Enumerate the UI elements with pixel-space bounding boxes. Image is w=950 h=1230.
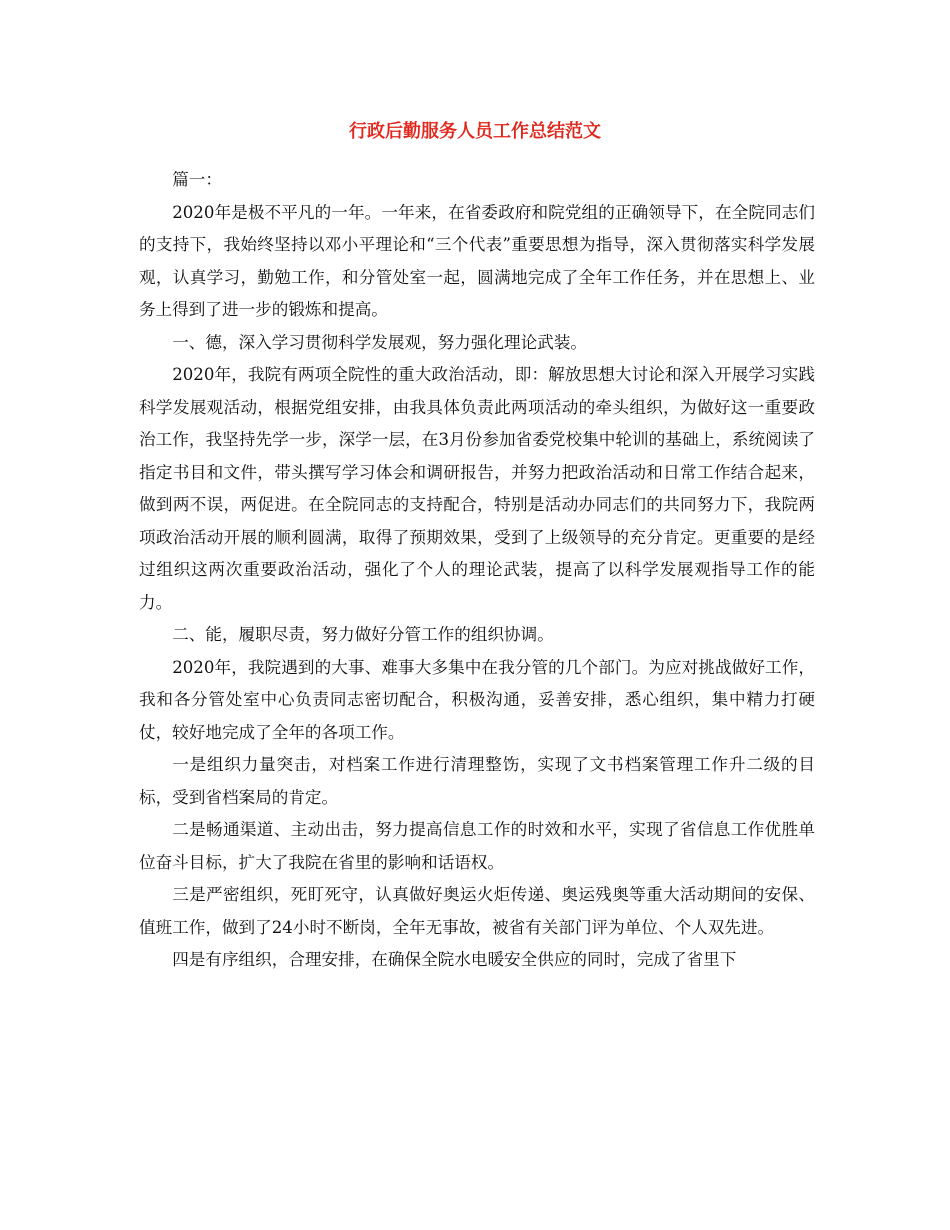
paragraph: 2020年，我院遇到的大事、难事大多集中在我分管的几个部门。为应对挑战做好工作，我和各分管处室中心负责同志密切配合，积极沟通，妥善安排，悉心组织，集中精力打硬仗，较好地完成了全年的各项工作。 <box>139 657 815 742</box>
paragraph-heading-2: 二、能，履职尽责，努力做好分管工作的组织协调。 <box>172 625 554 644</box>
paragraph-item-2: 二是畅通渠道、主动出击，努力提高信息工作的时效和水平，实现了省信息工作优胜单位奋斗目标，扩大了我院在省里的影响和话语权。 <box>139 820 815 872</box>
paragraph-intro: 2020年是极不平凡的一年。一年来，在省委政府和院党组的正确领导下，在全院同志们的支持下，我始终坚持以邓小平理论和“三个代表”重要思想为指导，深入贯彻落实科学发展观，认真学习，勤勉工作，和分管处室一起，圆满地完成了全年工作任务，并在思想上、业务上得到了进一步的锻炼和提高。 <box>139 202 815 319</box>
paragraph-heading-1: 一、德，深入学习贯彻科学发展观，努力强化理论武装。 <box>172 332 588 352</box>
paragraph: 2020年，我院有两项全院性的重大政治活动，即：解放思想大讨论和深入开展学习实践科学发展观活动，根据党组安排，由我具体负责此两项活动的牵头组织，为做好这一重要政治工作，我坚持先学一步，深学一层，在3月份参加省委党校集中轮训的基础上，系统阅读了指定书目和文件，带头撰写学习体会和调研报告，并努力把政治活动和日常工作结合起来，做到两不误，两促进。在全院同志的支持配合，特别是活动办同志们的共同努力下，我院两项政治活动开展的顺利圆满，取得了预期效果，受到了上级领导的充分肯定。更重要的是经过组织这两次重要政治活动，强化了个人的理论武装，提高了以科学发展观指导工作的能力。 <box>139 365 815 612</box>
paragraph-item-1: 一是组织力量突击，对档案工作进行清理整饬，实现了文书档案管理工作升二级的目标，受到省档案局的肯定。 <box>139 755 815 807</box>
paragraph-item-4: 四是有序组织，合理安排，在确保全院水电暖安全供应的同时，完成了省里下 <box>172 950 737 969</box>
paragraph-section-label: 篇一： <box>172 170 222 189</box>
paragraph-item-3: 三是严密组织，死盯死守，认真做好奥运火炬传递、奥运残奥等重大活动期间的安保、值班工作，做到了24小时不断岗，全年无事故，被省有关部门评为单位、个人双先进。 <box>139 885 815 937</box>
document-body <box>139 164 815 977</box>
document-title: 行政后勤服务人员工作总结范文 <box>349 121 601 142</box>
